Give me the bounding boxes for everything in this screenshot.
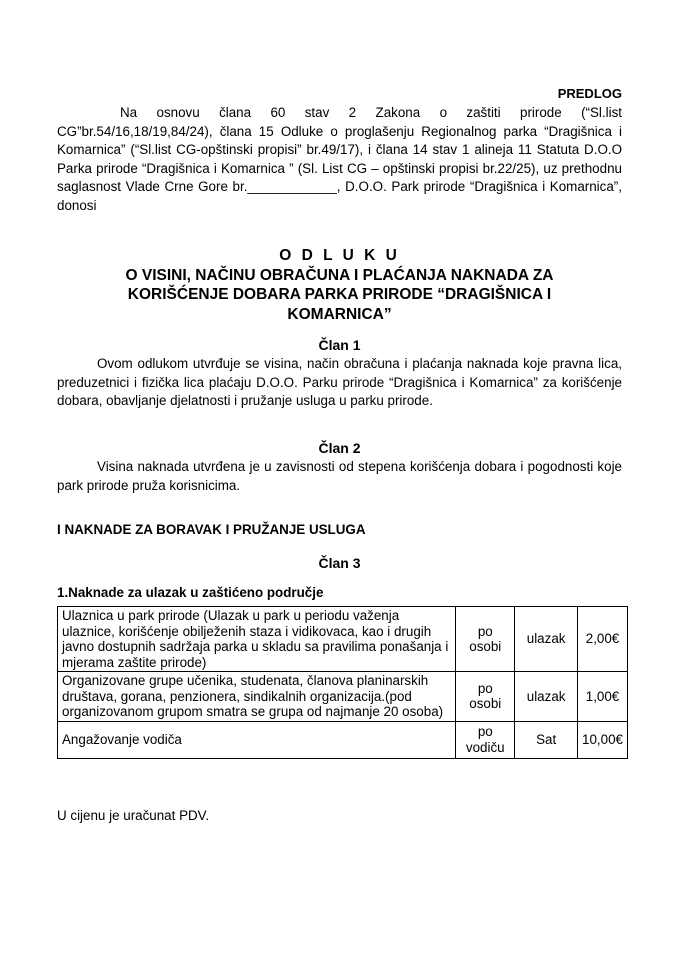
clan-2-paragraph: Visina naknada utvrđena je u zavisnosti od stepena korišćenja dobara i pogodnosti koje park prirode pruža korisnicima. [57, 459, 622, 493]
clan-1-heading: Član 1 [318, 337, 361, 353]
intro-line-3: “Dragišnica i Komarnica” (“Sl.list CG-opštinski propisi” br.49/17), i člana 14 stav 1 [57, 123, 622, 158]
fee-unit: po osobi [456, 672, 515, 722]
fee-unit: po vodiču [456, 721, 515, 758]
title-line-2: O VISINI, NAČINU OBRAČUNA I PLAĆANJA NAKNADA ZA [125, 266, 554, 284]
subsection-1-heading: 1.Naknade za ulazak u zaštićeno područje [57, 585, 324, 600]
intro-paragraph [57, 104, 622, 216]
intro-line-5: opštinski propisi br.22/25), uz prethodnu saglasnost Vlade Crne Gore [57, 160, 622, 195]
clan-1-text [57, 355, 622, 411]
fee-unit: po osobi [456, 607, 515, 672]
fee-measure: ulazak [515, 607, 578, 672]
table-row [58, 607, 628, 672]
clan-2-heading: Član 2 [318, 440, 361, 456]
intro-line-6: br.____________, D.O.O. Park prirode “Dragišnica i Komarnica”, donosi [57, 179, 622, 213]
clan-1-paragraph: Ovom odlukom utvrđuje se visina, način obračuna i plaćanja naknada koje pravna lica, preduzetnici i fizička lica plaćaju D.O.O. Parku prirode “Dragišnica i Komarnica” za korišćenje dobara, obavljanje djelatnosti i pružanje usluga u parku prirode. [57, 356, 622, 409]
fee-price: 10,00€ [578, 721, 628, 758]
clan-3-heading: Član 3 [318, 555, 361, 571]
fees-table [57, 606, 628, 759]
fee-price: 2,00€ [578, 607, 628, 672]
fee-price: 1,00€ [578, 672, 628, 722]
intro-line-4: alineja 11 Statuta D.O.O Parka prirode “Dragišnica i Komarnica ” (Sl. List CG – [57, 142, 622, 176]
table-row [58, 672, 628, 722]
intro-line-2: CG”br.54/16,18/19,84/24), člana 15 Odluke o proglašenju Regionalnog parka [57, 123, 538, 139]
title-line-3: KORIŠĆENJE DOBARA PARKA PRIRODE “DRAGIŠNICA I [127, 286, 552, 303]
table-row [58, 721, 628, 758]
fee-description: Organizovane grupe učenika, studenata, članova planinarskih društava, gorana, penzionera, sindikalnih organizacija.(pod organizovanom grupom smatra se grupa od najmanje 20 osoba) [58, 672, 456, 722]
title-line-1: O D L U K U [279, 247, 400, 264]
fee-description: Angažovanje vodiča [58, 721, 456, 758]
fee-description: Ulaznica u park prirode (Ulazak u park u periodu važenja ulaznice, korišćenje obilježenih staza i vidikovaca, kao i drugih javno dostupnih sadržaja parka u skladu sa pravilima ponašanja i mjerama zaštite prirode) [58, 607, 456, 672]
fee-measure: Sat [515, 721, 578, 758]
predlog-label: PREDLOG [557, 86, 622, 101]
vat-note: U cijenu je uračunat PDV. [57, 808, 210, 823]
clan-2-text [57, 458, 622, 495]
fee-measure: ulazak [515, 672, 578, 722]
document-title [57, 246, 622, 324]
intro-line-1: Na osnovu člana 60 stav 2 Zakona o zaštiti prirode (“Sl.list [120, 105, 622, 120]
section-1-heading: I NAKNADE ZA BORAVAK I PRUŽANJE USLUGA [57, 522, 366, 537]
title-line-4: KOMARNICA” [287, 305, 392, 323]
